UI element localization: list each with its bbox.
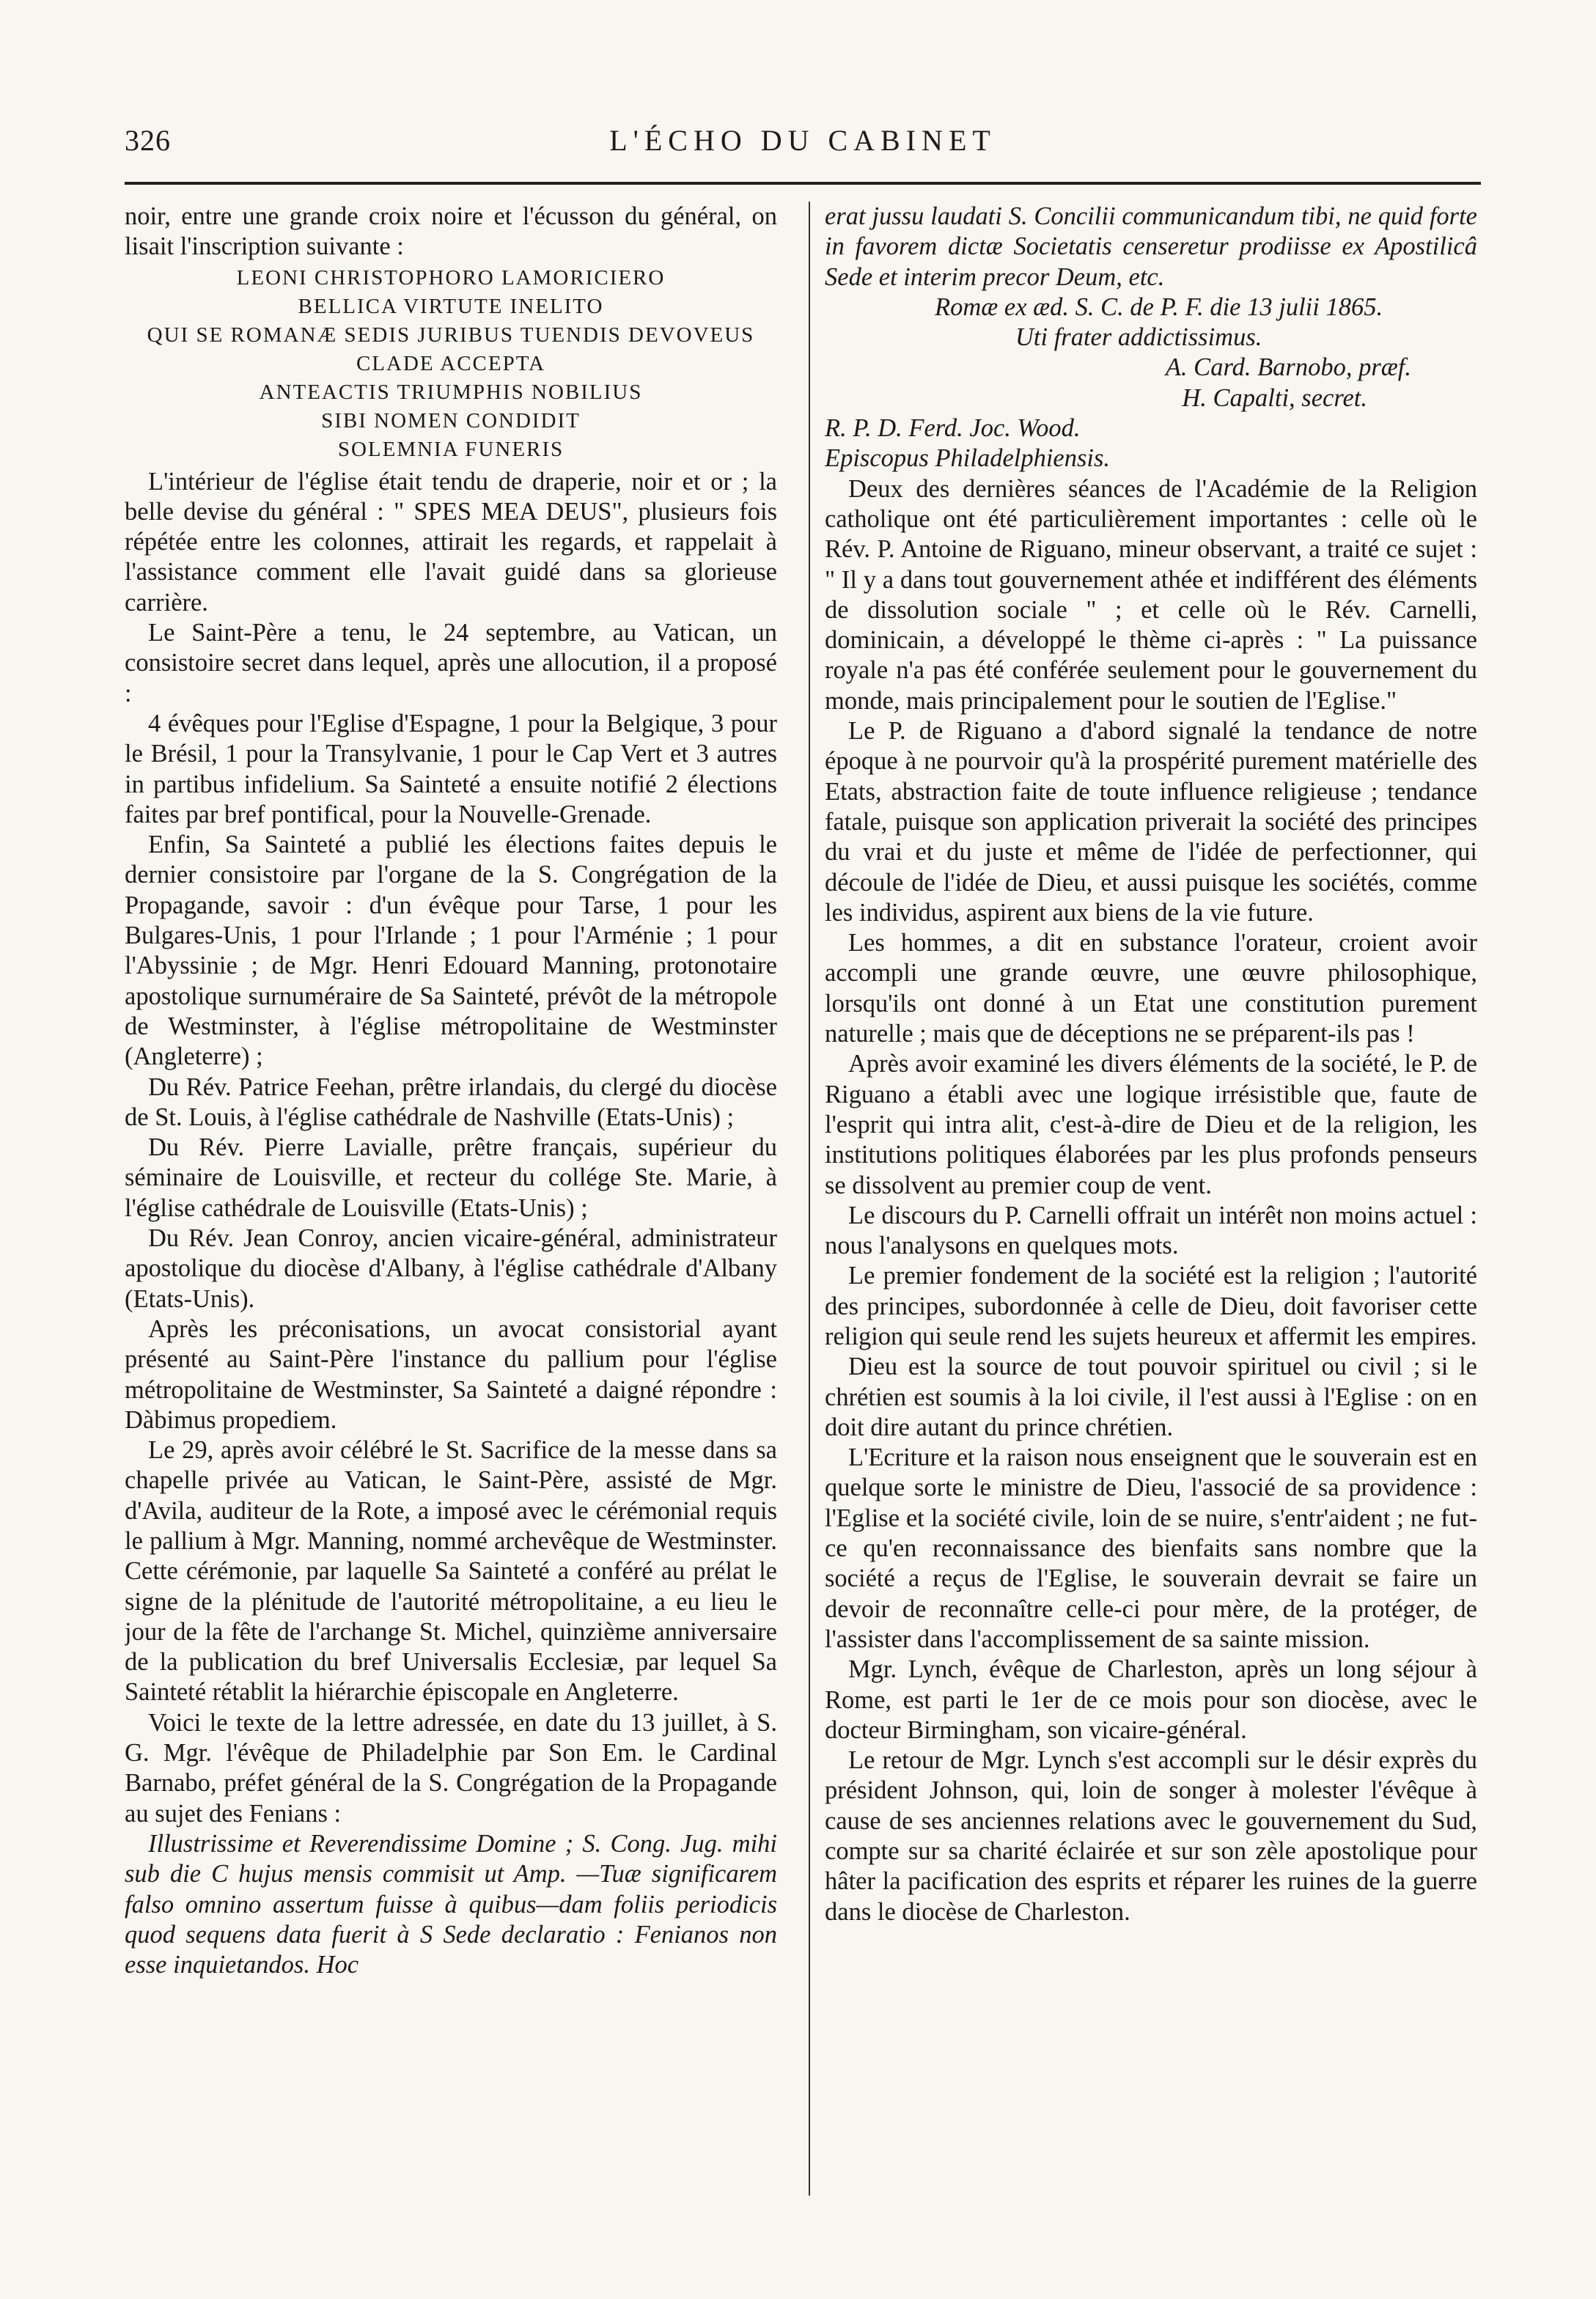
right-column bbox=[825, 202, 1477, 2225]
latin-letter-date: Romæ ex æd. S. C. de P. F. die 13 julii 1865. bbox=[935, 293, 1383, 321]
paragraph: Du Rév. Jean Conroy, ancien vicaire-général, administrateur apostolique du diocèse d'Albany, à l'église cathédrale d'Albany (Etats-Unis). bbox=[125, 1224, 777, 1313]
header-rule bbox=[125, 182, 1481, 185]
opening-paragraph: noir, entre une grande croix noire et l'écusson du général, on lisait l'inscription suivante : bbox=[125, 202, 777, 261]
inscription-line: ANTEACTIS TRIUMPHIS NOBILIUS bbox=[259, 380, 643, 404]
inscription bbox=[125, 264, 777, 464]
left-column bbox=[125, 202, 777, 2225]
paragraph: Du Rév. Patrice Feehan, prêtre irlandais, du clergé du diocèse de St. Louis, à l'église cathédrale de Nashville (Etats-Unis) ; bbox=[125, 1073, 777, 1131]
inscription-line: SIBI NOMEN CONDIDIT bbox=[321, 408, 581, 433]
letter-signer: H. Capalti, secret. bbox=[1182, 383, 1367, 412]
letter-signer: A. Card. Barnobo, præf. bbox=[1165, 353, 1411, 382]
latin-letter-start: Illustrissime et Reverendissime Domine ; S. Cong. Jug. mihi sub die C hujus mensis commisit ut Amp. —Tuæ significarem falso omnino assertum fuisse à quibus—dam foliis periodicis quod sequens data fuerit à S Sede declaratio : Fenianos non esse inquietandos. Hoc bbox=[125, 1829, 777, 1979]
paragraph: Deux des dernières séances de l'Académie de la Religion catholique ont été particulièrement importantes : celle où le Rév. P. Antoine de Riguano, mineur observant, a traité ce sujet : " Il y a dans tout gouvernement athée et indifférent des éléments de dissolution sociale " ; et celle où le Rév. Carnelli, dominicain, a développé le thème ci-après : " La puissance royale n'a pas été conférée seulement pour le gouvernement du monde, mais principalement pour le soutien de l'Eglise." bbox=[825, 474, 1477, 715]
running-title: L'ÉCHO DU CABINET bbox=[609, 124, 996, 157]
paragraph: Le retour de Mgr. Lynch s'est accompli sur le désir exprès du président Johnson, qui, loin de songer à molester l'évêque à cause de ses anciennes relations avec le gouvernement du Sud, compte sur sa charité éclairée et sur son zèle apostolique pour hâter la pacification des esprits et réparer les ruines de la guerre dans le diocèse de Charleston. bbox=[825, 1746, 1477, 1926]
letter-closing: Uti frater addictissimus. bbox=[1015, 323, 1262, 352]
paragraph: Le premier fondement de la société est la religion ; l'autorité des principes, subordonnée à celle de Dieu, doit favoriser cette religion qui seule rend les sujets heureux et affermit les empires. bbox=[825, 1262, 1477, 1350]
latin-letter-continued: erat jussu laudati S. Concilii communicandum tibi, ne quid forte in favorem dictæ Societatis censeretur prodiisse ex Apostilicâ Sede et interim precor Deum, etc. bbox=[825, 202, 1477, 291]
inscription-line: SOLEMNIA FUNERIS bbox=[337, 437, 565, 461]
paragraph: Du Rév. Pierre Lavialle, prêtre français, supérieur du séminaire de Louisville, et recteur du collége Ste. Marie, à l'église cathédrale de Louisville (Etats-Unis) ; bbox=[125, 1133, 777, 1222]
page-number: 326 bbox=[125, 124, 171, 157]
inscription-line: CLADE ACCEPTA bbox=[356, 351, 546, 375]
paragraph: Après avoir examiné les divers éléments de la société, le P. de Riguano a établi avec une logique irrésistible que, faute de l'esprit qui intra alit, c'est-à-dire de Dieu et de la religion, les institutions politiques élaborées par les plus profonds penseurs se dissolvent au premier coup de vent. bbox=[825, 1050, 1477, 1199]
inscription-line: LEONI CHRISTOPHORO LAMORICIERO bbox=[236, 265, 666, 290]
paragraph: Voici le texte de la lettre adressée, en date du 13 juillet, à S. G. Mgr. l'évêque de Philadelphie par Son Em. le Cardinal Barnabo, préfet général de la S. Congrégation de la Propagande au sujet des Fenians : bbox=[125, 1708, 777, 1828]
paragraph: Le 29, après avoir célébré le St. Sacrifice de la messe dans sa chapelle privée au Vatican, le Saint-Père, assisté de Mgr. d'Avila, auditeur de la Rote, a imposé avec le cérémonial requis le pallium à Mgr. Manning, nommé archevêque de Westminster. Cette cérémonie, par laquelle Sa Sainteté a conféré au prélat le signe de la plénitude de l'autorité métropolitaine, a eu lieu le jour de la fête de l'archange St. Michel, quinzième anniversaire de la publication du bref Universalis Ecclesiæ, par lequel Sa Sainteté rétablit la hiérarchie épiscopale en Angleterre. bbox=[125, 1436, 777, 1707]
paragraph: Enfin, Sa Sainteté a publié les élections faites depuis le dernier consistoire par l'organe de la S. Congrégation de la Propagande, savoir : d'un évêque pour Tarse, 1 pour les Bulgares-Unis, 1 pour l'Irlande ; 1 pour l'Arménie ; 1 pour l'Abyssinie ; de Mgr. Henri Edouard Manning, protonotaire apostolique surnuméraire de Sa Sainteté, prévôt de la métropole de Westminster, à l'église métropolitaine de Westminster (Angleterre) ; bbox=[125, 831, 777, 1071]
paragraph: Le discours du P. Carnelli offrait un intérêt non moins actuel : nous l'analysons en quelques mots. bbox=[825, 1201, 1477, 1260]
paragraph: 4 évêques pour l'Eglise d'Espagne, 1 pour la Belgique, 3 pour le Brésil, 1 pour la Transylvanie, 1 pour le Cap Vert et 3 autres in partibus infidelium. Sa Sainteté a ensuite notifié 2 élections faites par bref pontifical, pour la Nouvelle-Grenade. bbox=[125, 709, 777, 828]
paragraph: Le P. de Riguano a d'abord signalé la tendance de notre époque à ne pourvoir qu'à la prospérité purement matérielle des Etats, abstraction faite de toute influence religieuse ; tendance fatale, puisque son application priverait la société des principes du vrai et du juste et même de l'idée de perfectionner, qui découle de l'idée de Dieu, et aussi puisque les sociétés, comme les individus, aspirent aux biens de la vie future. bbox=[825, 717, 1477, 927]
paragraph: L'intérieur de l'église était tendu de draperie, noir et or ; la belle devise du général : " SPES MEA DEUS", plusieurs fois répétée entre les colonnes, attirait les regards, et rappelait à l'assistance comment elle l'avait guidé dans sa glorieuse carrière. bbox=[125, 467, 777, 617]
paragraph: Les hommes, a dit en substance l'orateur, croient avoir accompli une grande œuvre, une œuvre philosophique, lorsqu'ils ont donné à un Etat une constitution purement naturelle ; mais que de déceptions ne se préparent-ils pas ! bbox=[825, 929, 1477, 1048]
paragraph: Dieu est la source de tout pouvoir spirituel ou civil ; si le chrétien est soumis à la loi civile, il l'est aussi à l'Eglise : on en doit dire autant du prince chrétien. bbox=[825, 1353, 1477, 1441]
paragraph: Le Saint-Père a tenu, le 24 septembre, au Vatican, un consistoire secret dans lequel, après une allocution, il a proposé : bbox=[125, 619, 777, 707]
letter-addressee: R. P. D. Ferd. Joc. Wood. bbox=[825, 414, 1081, 443]
inscription-line: BELLICA VIRTUTE INELITO bbox=[298, 294, 604, 318]
paragraph: Après les préconisations, un avocat consistorial ayant présenté au Saint-Père l'instance du pallium pour l'église métropolitaine de Westminster, Sa Sainteté a daigné répondre : Dàbimus propediem. bbox=[125, 1314, 777, 1434]
column-divider bbox=[809, 202, 810, 2196]
inscription-line: QUI SE ROMANÆ SEDIS JURIBUS TUENDIS DEVOVEUS bbox=[147, 323, 755, 347]
paragraph: Mgr. Lynch, évêque de Charleston, après un long séjour à Rome, est parti le 1er de ce mois pour son diocèse, avec le docteur Birmingham, son vicaire-général. bbox=[825, 1655, 1477, 1744]
page-header bbox=[125, 117, 1481, 169]
paragraph: L'Ecriture et la raison nous enseignent que le souverain est en quelque sorte le ministre de Dieu, l'associé de sa providence : l'Eglise et la société civile, loin de se nuire, s'entr'aident ; ne fut-ce qu'en reconnaissance des bienfaits sans nombre que la société a reçus de l'Eglise, le souverain devrait se faire un devoir de reconnaître celle-ci pour mère, de la protéger, de l'assister dans l'accomplissement de sa sainte mission. bbox=[825, 1443, 1477, 1653]
letter-addressee: Episcopus Philadelphiensis. bbox=[825, 444, 1111, 473]
